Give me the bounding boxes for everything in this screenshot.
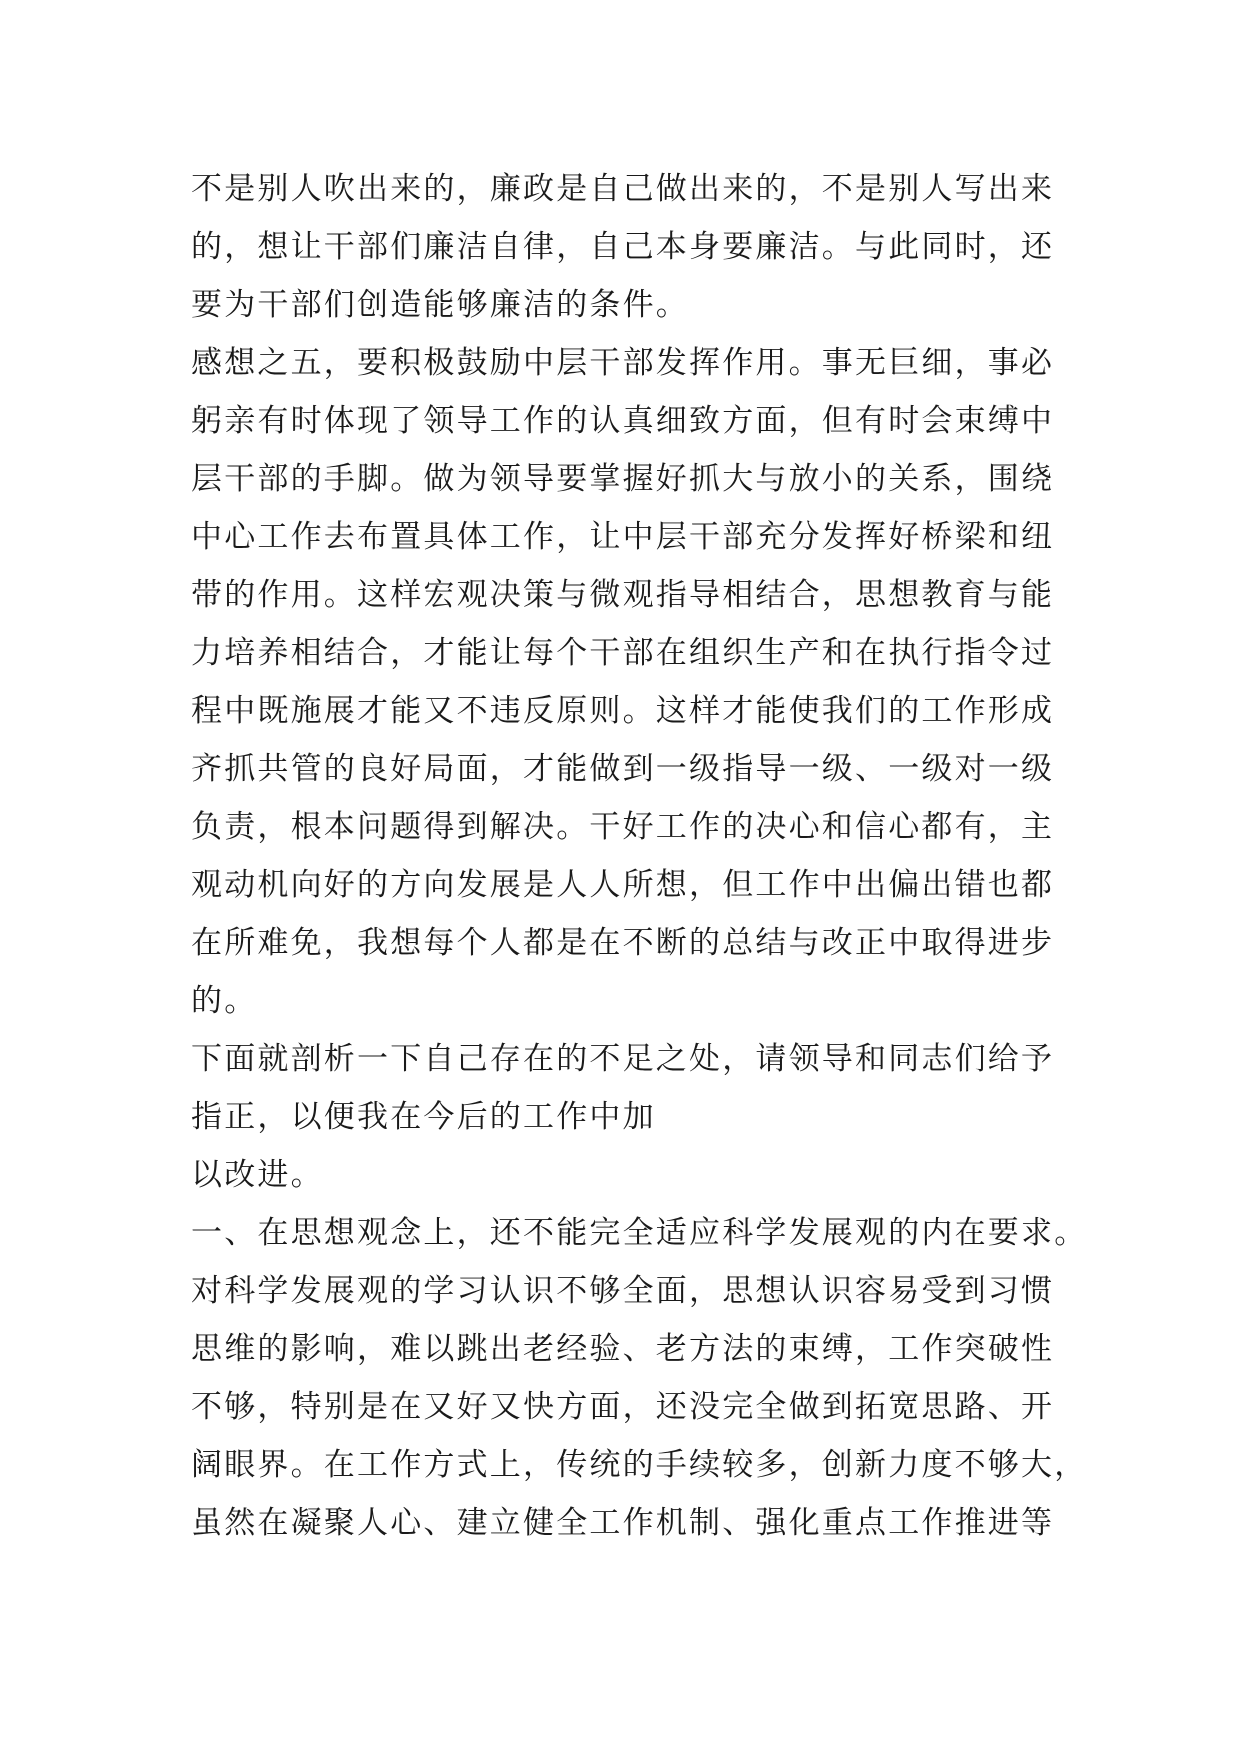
text-line: 下面就剖析一下自己存在的不足之处，请领导和同志们给予: [191, 1041, 1055, 1077]
text-line: 躬亲有时体现了领导工作的认真细致方面，但有时会束缚中: [191, 403, 1055, 439]
text-line: 以改进。: [191, 1157, 324, 1193]
text-line: 的，想让干部们廉洁自律，自己本身要廉洁。与此同时，还: [191, 229, 1055, 265]
text-line: 感想之五，要积极鼓励中层干部发挥作用。事无巨细，事必: [191, 345, 1055, 381]
text-line: 阔眼界。在工作方式上，传统的手续较多，创新力度不够大，: [191, 1447, 1088, 1483]
text-line: 观动机向好的方向发展是人人所想，但工作中出偏出错也都: [191, 867, 1055, 903]
text-line: 对科学发展观的学习认识不够全面，思想认识容易受到习惯: [191, 1273, 1055, 1309]
text-line: 程中既施展才能又不违反原则。这样才能使我们的工作形成: [191, 693, 1055, 729]
text-line: 要为干部们创造能够廉洁的条件。: [191, 287, 689, 323]
text-line: 层干部的手脚。做为领导要掌握好抓大与放小的关系，围绕: [191, 461, 1055, 497]
paragraph-reflection-five: [191, 334, 1061, 1030]
text-line: 思维的影响，难以跳出老经验、老方法的束缚，工作突破性: [191, 1331, 1055, 1367]
text-line: 一、在思想观念上，还不能完全适应科学发展观的内在要求。: [191, 1215, 1088, 1251]
text-line: 不够，特别是在又好又快方面，还没完全做到拓宽思路、开: [191, 1389, 1055, 1425]
text-line: 指正，以便我在今后的工作中加: [191, 1099, 656, 1135]
text-line: 负责，根本问题得到解决。干好工作的决心和信心都有，主: [191, 809, 1055, 845]
text-line: 中心工作去布置具体工作，让中层干部充分发挥好桥梁和纽: [191, 519, 1055, 555]
text-line: 的。: [191, 983, 258, 1019]
paragraph-integrity: [191, 160, 1061, 334]
text-line: 虽然在凝聚人心、建立健全工作机制、强化重点工作推进等: [191, 1505, 1055, 1541]
text-line: 带的作用。这样宏观决策与微观指导相结合，思想教育与能: [191, 577, 1055, 613]
text-line: 在所难免，我想每个人都是在不断的总结与改正中取得进步: [191, 925, 1055, 961]
document-body: [191, 160, 1088, 1552]
paragraph-self-analysis-intro: [191, 1030, 1061, 1204]
text-line: 不是别人吹出来的，廉政是自己做出来的，不是别人写出来: [191, 171, 1055, 207]
paragraph-point-one: [191, 1204, 1088, 1552]
text-line: 齐抓共管的良好局面，才能做到一级指导一级、一级对一级: [191, 751, 1055, 787]
text-line: 力培养相结合，才能让每个干部在组织生产和在执行指令过: [191, 635, 1055, 671]
